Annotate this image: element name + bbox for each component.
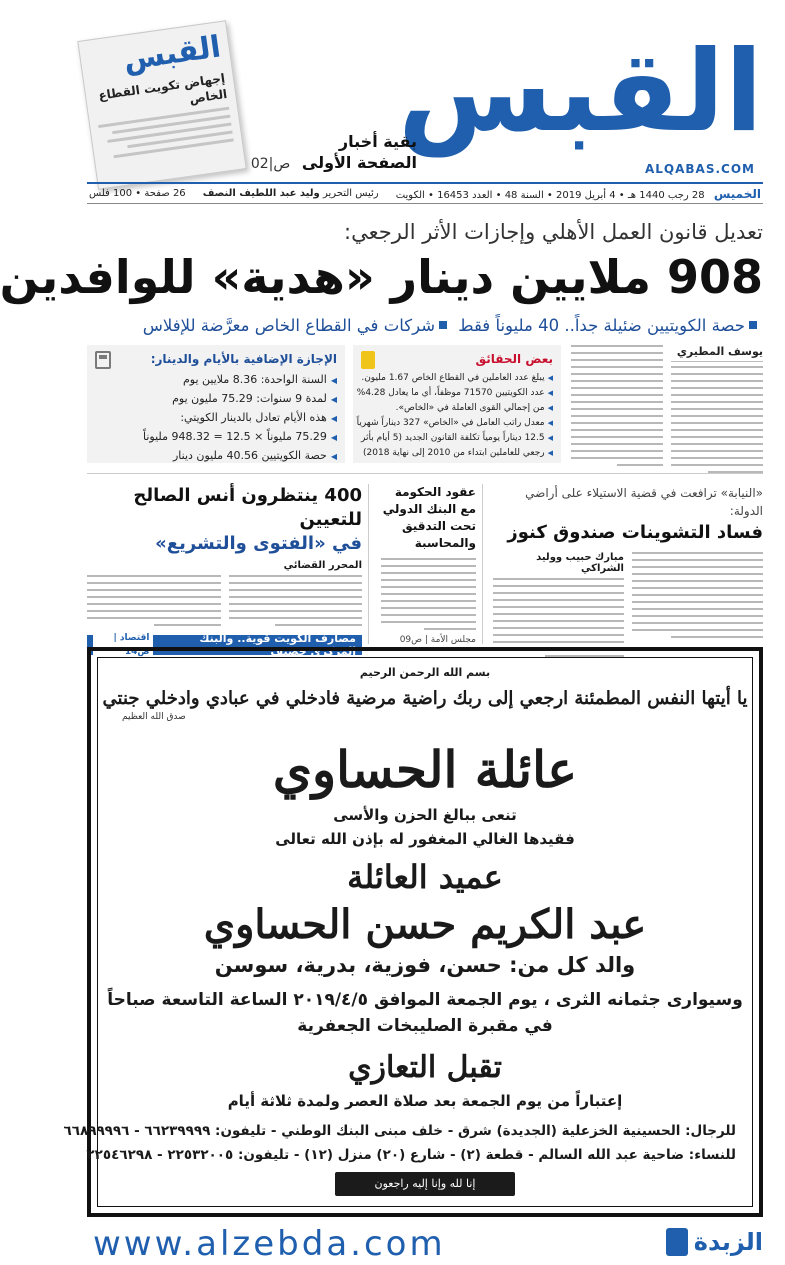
children-line: والد كل من: حسن، فوزية، بدرية، سوسن <box>214 953 636 977</box>
extra-leave-title: الإجازة الإضافية بالأيام والدينار: <box>150 352 337 366</box>
story-byline: مبارك حبيب ووليد الشراكي <box>536 552 624 574</box>
promo-line-1: بقية أخبار <box>338 132 417 151</box>
footer-url[interactable]: www.alzebda.com <box>93 1224 446 1264</box>
article-text-lines <box>381 558 476 630</box>
lead-story-byline: يوسف المطيري <box>671 345 763 362</box>
promo-line-2-label: الصفحة الأولى <box>301 153 417 172</box>
condolence-time: إعتباراً من يوم الجمعة بعد صلاة العصر ولمدة ثلاثة أيام <box>227 1092 623 1110</box>
extra-leave-item: ◀ السنة الواحدة: 8.36 ملايين يوم <box>95 371 337 390</box>
story-kicker: «النيابة» ترافعت في قضية الاستيلاء على أراضي الدولة: <box>525 486 763 518</box>
lead-story-area <box>87 345 763 658</box>
issue-price: 26 صفحة • 100 فلس <box>89 188 186 199</box>
fact-item: ◀ من إجمالي القوى العاملة في «الخاص». <box>361 401 553 416</box>
fact-item: ◀ رجعي للعاملين ابتداء من 2010 إلى نهاية 2018) <box>361 446 553 461</box>
story-headline <box>87 484 362 556</box>
story-headline-line-1: 400 ينتظرون أنس الصالح للتعيين <box>133 485 362 530</box>
obituary-inner-frame <box>63 657 753 1207</box>
editor-name: وليد عبد اللطيف النصف <box>202 188 320 199</box>
mini-headline: إجهاض تكويت القطاع الخاص <box>97 71 229 107</box>
extra-leave-item: ◀ حصة الكويتيين 40.56 مليون دينار <box>95 447 337 466</box>
article-text-lines <box>87 575 221 631</box>
article-text-lines <box>493 578 624 657</box>
promo-page-ref: ص|02 <box>250 156 291 172</box>
masthead <box>65 0 785 205</box>
article-text-lines <box>632 552 763 662</box>
facts-title: بعض الحقائق <box>475 352 553 366</box>
fact-item: ◀ عدد الكويتيين 71570 موظفاً، أي ما يعادل 4.28% <box>361 386 553 401</box>
condolence-title: تقبل التعازي <box>348 1050 502 1085</box>
extra-leave-item: ◀ 75.29 مليوناً × 12.5 = 948.32 مليوناً <box>95 428 337 447</box>
sub-headline-1: حصة الكويتيين ضئيلة جداً.. 40 مليوناً فقط <box>458 316 745 335</box>
sub-headlines <box>87 314 763 338</box>
editor-label: رئيس التحرير <box>322 188 379 199</box>
main-headline[interactable]: 908 ملايين دينار «هدية» للوافدين <box>0 250 763 304</box>
obituary-ad[interactable] <box>63 647 763 1217</box>
economy-teaser-text: مصارف الكويت قوية.. والبنك المركزي حصيف <box>199 632 356 658</box>
promo-line-2 <box>251 152 417 175</box>
newspaper-logo[interactable] <box>397 22 763 176</box>
lead-story-column-2[interactable] <box>571 345 663 475</box>
bullet-square-icon <box>749 321 757 329</box>
mini-newspaper-image <box>77 20 246 189</box>
deceased-name: عبد الكريم حسن الحساوي <box>203 901 647 948</box>
logo-url: ALQABAS.COM <box>644 162 755 176</box>
calligraphy-seal: إنا لله وإنا إليه راجعون <box>335 1172 515 1196</box>
mini-logo: القبس <box>121 29 223 78</box>
burial-line-1: وسيوارى جثمانه الثرى ، يوم الجمعة الموافق ٢٠١٩/٤/٥ الساعة التاسعة صباحاً <box>107 990 743 1010</box>
fact-item: ◀ 12.5 ديناراً يومياً تكلفة القانون الجديد (5 أيام بأثر <box>361 431 553 446</box>
editor-in-chief <box>203 188 379 199</box>
logo-mark-icon <box>666 1228 688 1256</box>
calculator-icon <box>95 351 111 369</box>
facts-list <box>356 371 553 461</box>
story-right-column <box>493 552 624 662</box>
story-columns <box>493 552 763 662</box>
article-text-lines <box>571 345 663 466</box>
story-headline: فساد التشوينات صندوق كنوز <box>507 522 763 543</box>
fact-item: ◀ يبلغ عدد العاملين في القطاع الخاص 1.67 مليون. <box>361 371 553 386</box>
issue-date <box>396 187 761 201</box>
headline-kicker: تعديل قانون العمل الأهلي وإجازات الأثر الرجعي: <box>344 220 763 244</box>
lead-story-column-1[interactable] <box>671 345 763 475</box>
facts-box <box>353 345 561 463</box>
footer-logo-text: الزبدة <box>693 1228 763 1256</box>
fact-item: ◀ معدل راتب العامل في «الخاص» 327 ديناراً شهرياً <box>361 416 553 431</box>
condolence-men: للرجال: الحسينية الخزعلية (الجديدة) شرق - خلف مبنى البنك الوطني - تليفون: ٦٦٢٣٩٩٩٩ - ٦٦٨٩٩٩٩٦ <box>63 1123 736 1139</box>
article-text-lines <box>671 366 763 473</box>
promo-box[interactable] <box>87 22 417 182</box>
issue-date-text: 28 رجب 1440 هـ • 4 أبريل 2019 • السنة 48 • العدد 16453 • الكويت <box>395 189 705 201</box>
extra-leave-item: ◀ لمدة 9 سنوات: 75.29 مليون يوم <box>95 390 337 409</box>
extra-leave-box <box>87 345 345 463</box>
mourn-line-1: تنعى ببالغ الحزن والأسى <box>333 806 517 824</box>
story-world-bank[interactable] <box>381 484 483 644</box>
dean-title: عميد العائلة <box>347 858 503 896</box>
story-byline: المحرر القضائي <box>283 560 362 571</box>
article-text-lines <box>229 575 363 631</box>
basmala: بسم الله الرحمن الرحيم <box>359 666 491 679</box>
economy-page-tag: اقتصاد | ص14 <box>93 631 153 659</box>
sub-headline-2: شركات في القطاع الخاص معرَّضة للإفلاس <box>142 316 436 335</box>
mourn-line-2: فقيدها الغالي المغفور له بإذن الله تعالى <box>275 830 575 848</box>
footer-logo[interactable] <box>666 1226 763 1258</box>
burial-line-2: في مقبرة الصليبخات الجعفرية <box>297 1016 553 1036</box>
extra-leave-item: ◀ هذه الأيام تعادل بالدينار الكويتي: <box>95 409 337 428</box>
logo-wordmark: القبس <box>397 27 763 157</box>
story-headline: عقود الحكومة مع البنك الدولي تحت التدقيق والمحاسبة <box>382 485 476 550</box>
date-bar <box>87 182 763 204</box>
story-headline-line-2: في «الفتوى والتشريع» <box>155 533 362 554</box>
story-columns <box>87 575 362 631</box>
bullet-square-icon <box>439 321 447 329</box>
promo-text <box>251 132 417 175</box>
footer <box>65 1222 785 1265</box>
second-row-stories <box>87 473 763 658</box>
story-fatwa-hiring[interactable] <box>87 484 369 658</box>
family-name: عائلة الحساوي <box>272 740 578 799</box>
story-land-corruption[interactable] <box>493 484 763 644</box>
extra-leave-list <box>95 371 337 466</box>
issue-day: الخميس <box>713 186 761 201</box>
section-tag: مجلس الأمة | ص09 <box>399 635 476 645</box>
condolence-women: للنساء: ضاحية عبد الله السالم - قطعة (٢) - شارع (٢٠) منزل (١٢) - تليفون: ٢٢٥٣٢٠٠٥ - ٢٢٥٤٦٢٩٨ <box>86 1147 736 1163</box>
clipboard-icon <box>361 351 375 369</box>
verse-source: صدق الله العظيم <box>122 712 186 722</box>
quran-verse: يا أيتها النفس المطمئنة ارجعي إلى ربك راضية مرضية فادخلي في عبادي وادخلي جنتي <box>102 688 748 709</box>
